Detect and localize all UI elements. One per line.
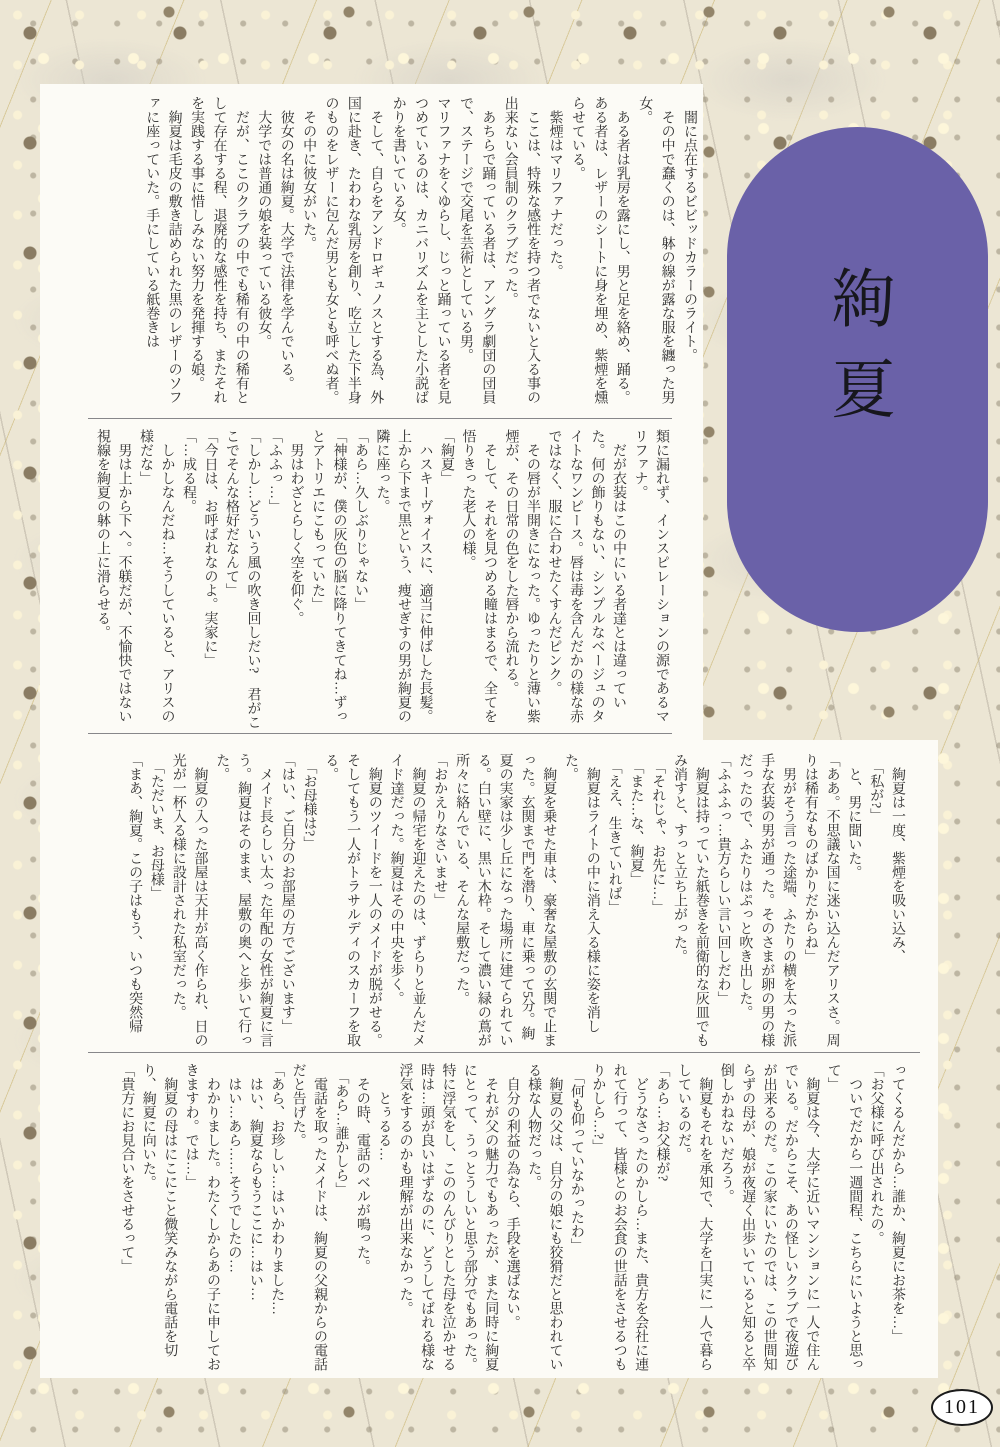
paragraph: はい、絢夏ならもうここに…はい… [247, 1063, 263, 1301]
chapter-title: 絢夏 [822, 265, 894, 447]
paragraph: 「あら…久しぶりじゃない」 [353, 429, 368, 611]
paragraph: 絢夏の母はにこにこと微笑みながら電話を切り、絢夏に向いた。 [140, 1063, 178, 1357]
paragraph: 「また…な、絢夏」 [628, 753, 644, 886]
text-band-2 [88, 429, 672, 730]
paragraph: 自分の利益の為なら、手段を選ばない。 [504, 1063, 520, 1329]
paragraph: ついでだから一週間程、こちらにいようと思って」 [825, 1063, 863, 1371]
paragraph: 「…成る程。 [181, 429, 196, 513]
paragraph: とぅるる… [376, 1063, 392, 1161]
paragraph: 絢夏は一度、紫煙を吸い込み、 [890, 753, 905, 963]
paragraph: その時、電話のベルが鳴った。 [354, 1063, 370, 1273]
paragraph: ハスキーヴォイスに、適当に伸ばした長髪。上から下まで黒という、痩せぎすの男が絢夏の隣に座った。 [374, 429, 433, 723]
band-separator-2 [88, 733, 672, 734]
paragraph: 「何も仰っていなかったわ」 [568, 1063, 584, 1252]
paragraph: だが衣装はこの中にいる者達とは違っていた。何の飾りもない、シンプルなベージュのタイトなワンピース。唇は毒を含んだかの様な赤ではなく、服に合わせたくすんだピンク。 [546, 429, 626, 723]
paragraph: 大学では普通の娘を装っている彼女。 [256, 96, 272, 348]
paragraph: 「しかし…どういう風の吹き回しだい? 君がここでそんな格好だなんて」 [224, 429, 261, 730]
paragraph: 絢夏はライトの中に消え入る様に姿を消した。 [563, 753, 600, 1033]
paragraph: 「ただいま、お母様」 [148, 753, 164, 900]
paragraph: 彼女の名は絢夏。大学で法律を学んでいる。 [278, 96, 294, 390]
paragraph: 電話を取ったメイドは、絢夏の父親からの電話だと告げた。 [290, 1063, 328, 1371]
paragraph: 絢夏は持っていた紙巻きを前衛的な灰皿でもみ消すと、すっと立ち上がった。 [672, 753, 709, 1047]
paragraph: 「ふふふっ…貴方らしい言い回しだわ」 [715, 753, 731, 1005]
paragraph: そして、自らをアンドロギュノスとする為、外国に赴き、たわわな乳房を創り、吃立した下半身のものをレザーに包んだ男とも女とも呼べぬ者。 [323, 96, 384, 404]
paragraph: と、男に聞いた。 [846, 753, 862, 879]
text-band-1 [88, 96, 700, 412]
text-band-4 [88, 1063, 908, 1371]
paragraph: わかりました。わたくしからあの子に申しておきますわ。では…」 [183, 1063, 220, 1371]
paragraph: 「お母様は?」 [301, 753, 317, 851]
paragraph: 絢夏のツイードを一人のメイドが脱がせる。そしてもう一人がトラサルディのスカーフを取る。 [323, 753, 382, 1047]
paragraph: メイド長らしい太った年配の女性が絢夏に言う。絢夏はそのまま、屋敷の奥へと歩いて行った。 [214, 753, 273, 1047]
paragraph: 「あら…お父様が? [654, 1063, 670, 1182]
paragraph: その中で蠢くのは、躰の線が露な服を纏った男女。 [637, 96, 675, 404]
band-separator-1 [88, 418, 672, 419]
page-number-badge [931, 1389, 993, 1426]
paragraph: 絢夏の父は、自分の娘にも狡猾だと思われている様な人物だった。 [526, 1063, 563, 1371]
paragraph: 「私が?」 [868, 753, 884, 823]
paragraph: 「貴方にお見合いをさせるって」 [119, 1063, 135, 1273]
paragraph: その中に彼女がいた。 [301, 96, 317, 250]
paragraph: 絢夏は今、大学に近いマンションに一人で住んでいる。だからこそ、あの怪しいクラブで夜遊びが出来るのだ。この家にいたのでは、この世間知らずの母が、娘が夜遅く出歩いていると知ると卒倒しかねないだろう。 [718, 1063, 820, 1371]
paragraph: 「ええ、生きていれば」 [606, 753, 622, 914]
paragraph: しかしなんだね…そうしていると、アリスの様だな」 [138, 429, 175, 723]
paragraph: 「お父様に呼び出されたの。 [868, 1063, 884, 1245]
paragraph: 「それじゃ、お先に…」 [650, 753, 666, 914]
paragraph: 絢夏の入った部屋は天井が高く作られ、日の光が一杯入る様に設計された私室だった。 [170, 753, 208, 1047]
paragraph: 男はわざとらしく空を仰ぐ。 [288, 429, 304, 625]
paragraph: 類に漏れず、インスピレーションの源であるマリファナ。 [632, 429, 669, 723]
text-band-3 [88, 753, 908, 1051]
paragraph: 「おかえりなさいませ」 [432, 753, 448, 907]
paragraph: マリファナをくゆらし、じっと踊っている者を見つめているのは、カニバリズムを主とした小説ばかりを書いている女。 [390, 96, 451, 404]
paragraph: 「神様が、僕の灰色の脳に降りてきてね…ずっとアトリエにこもっていた」 [310, 429, 347, 723]
paragraph: 「あら、お珍しい…はいかわりました… [269, 1063, 285, 1315]
paragraph: 「まあ、絢夏。この子はもう、いつも突然帰 [127, 753, 143, 1033]
paragraph: 男は上から下へ。不躾だが、不愉快ではない視線を絢夏の躰の上に滑らせる。 [95, 429, 132, 723]
paragraph: 「ああ。不思議な国に迷い込んだアリスさ。周りは稀有なものばかりだからね」 [802, 753, 840, 1047]
band-separator-3 [88, 1052, 920, 1053]
paragraph: 「ふふっ…」 [267, 429, 282, 513]
paragraph: あちらで踊っている者は、アングラ劇団の団員で、ステージで交尾を芸術としている男。 [457, 96, 496, 404]
paragraph: 「絢夏」 [439, 429, 454, 485]
paragraph: 「今日は、お呼ばれなのよ。実家に」 [202, 429, 218, 667]
paragraph: はい…あら……そうでしたの… [226, 1063, 242, 1273]
paragraph: 絢夏の帰宅を迎えたのは、ずらりと並んだメイド達だった。絢夏はその中央を歩く。 [388, 753, 426, 1047]
paragraph: 「あら…誰かしら」 [333, 1063, 349, 1196]
page-number: 101 [944, 1396, 980, 1418]
paragraph: だが、ここのクラブの中でも稀有の中の稀有として存在する程、退廃的な感性を持ち、またそれを実践する事に惜しみない努力を発揮する娘。 [189, 96, 249, 404]
paragraph: 紫煙はマリファナだった。 [547, 96, 563, 278]
paragraph: 闇に点在するビビッドカラーのライト。 [682, 96, 697, 362]
paragraph: どうなさったのかしら…また、貴方を会社に連れて行って、皆様とのお会食の世話をさせるつもりかしら…?」 [590, 1063, 649, 1371]
paragraph: ここは、特殊な感性を持つ者でないと入る事の出来ない会員制のクラブだった。 [502, 96, 541, 404]
paragraph: そして、それを見つめる瞳はまるで、全てを悟りきった老人の様。 [460, 429, 497, 723]
paragraph: ってくるんだから…誰か、絢夏にお茶を…」 [890, 1063, 905, 1343]
chapter-title-plate [727, 127, 988, 632]
paragraph: 「はい、ご自分のお部屋の方でございます」 [279, 753, 295, 1033]
paragraph: ある者は乳房を露にし、男と足を絡め、踊る。ある者は、レザーのシートに身を埋め、紫煙を燻らせている。 [569, 96, 630, 404]
paragraph: 絢夏もそれを承知で、大学を口実に一人で暮らしているのだ。 [675, 1063, 713, 1371]
paragraph: その唇が半開きになった。ゆったりと薄い紫煙が、その日常の色をした唇から流れる。 [503, 429, 540, 723]
paragraph: 男がそう言った途端、ふたりの横を太った派手な衣装の男が通った。そのさまが卵の男の様だったので、ふたりはぷっと吹き出した。 [737, 753, 797, 1047]
paragraph: 絢夏を乗せた車は、豪奢な屋敷の玄関で止まった。玄関まで門を潜り、車に乗って5分。絢夏の実家は少し丘になった場所に建てられている。白い壁に、黒い木枠。そして濃い緑の蔦が所々に絡んでいる、そんな屋敷だった。 [454, 753, 557, 1047]
paragraph: それが父の魅力でもあったが、また同時に絢夏にとって、うっとうしいと思う部分でもあった。特に浮気をし、こののんびりとした母を泣かせる時は…頭が良いはずなのに、どうしてばれる様な浮気をするのかも理解が出来なかった。 [397, 1063, 499, 1371]
paragraph: 絢夏は毛皮の敷き詰められた黒のレザーのソファに座っていた。手にしている紙巻きは [144, 96, 182, 404]
